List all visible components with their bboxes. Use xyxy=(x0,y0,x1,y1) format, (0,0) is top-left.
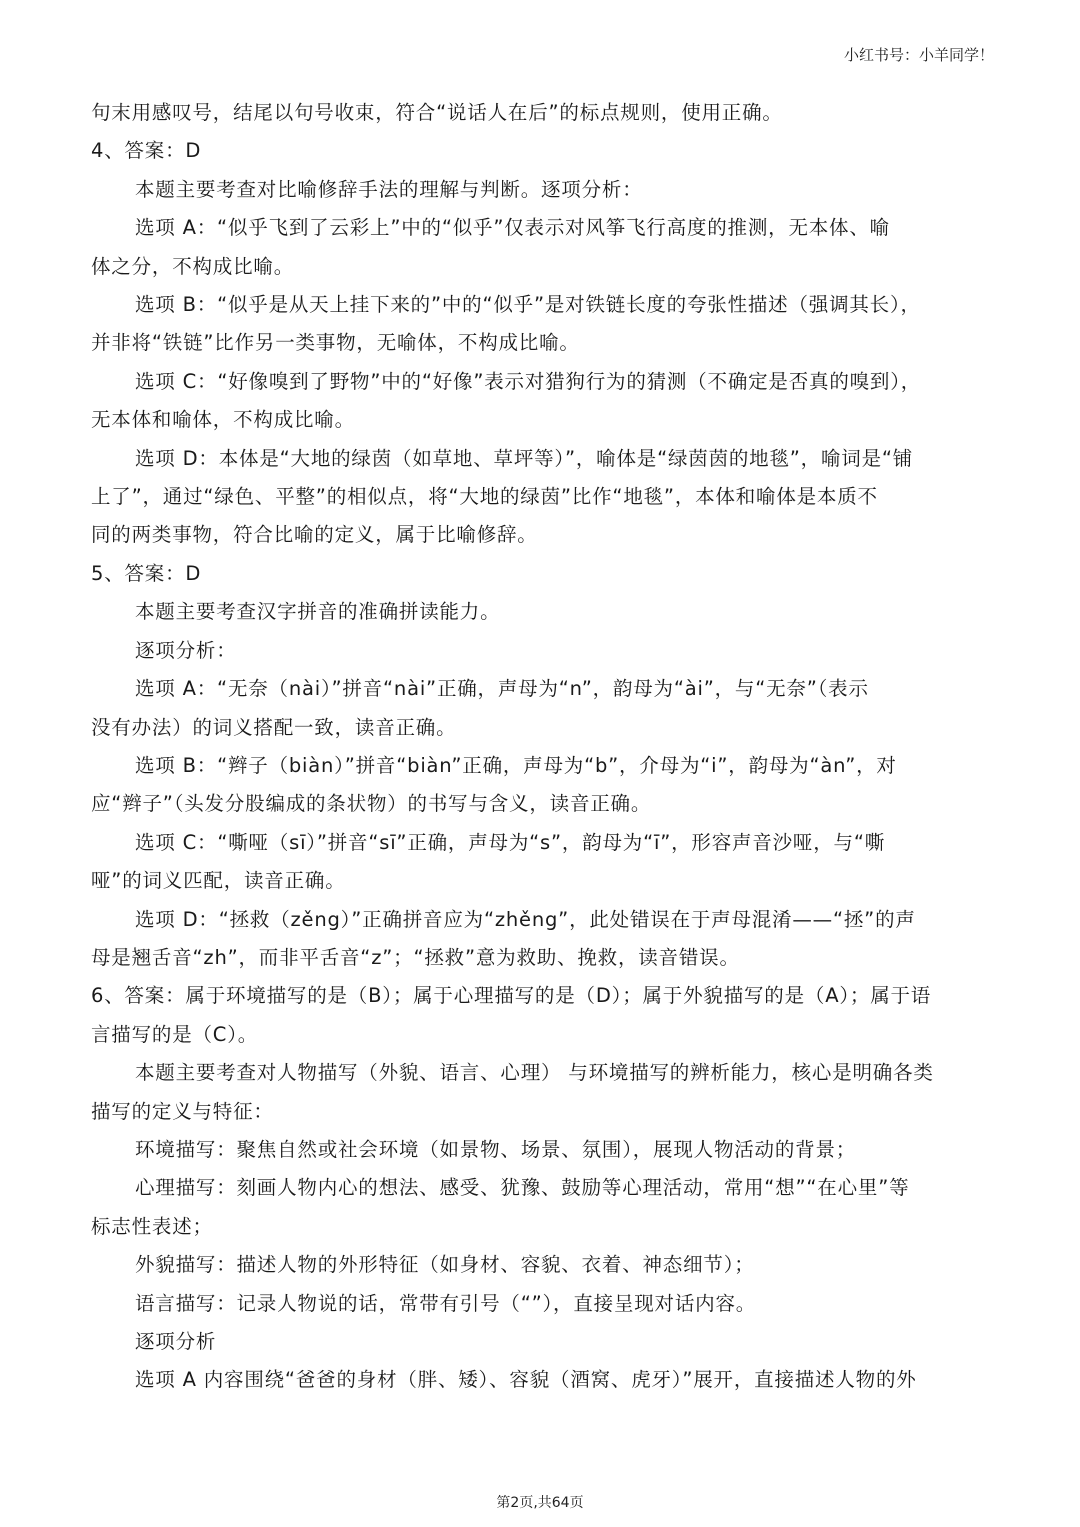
watermark-text: 小红书号：小羊同学！ xyxy=(843,46,994,64)
text-line: 本题主要考查对比喻修辞手法的理解与判断。逐项分析： xyxy=(135,177,643,201)
text-line: 本题主要考查对人物描写（外貌、语言、心理） 与环境描写的辨析能力，核心是明确各类 xyxy=(135,1061,934,1085)
page-number: 第2页,共64页 xyxy=(496,1495,584,1511)
text-line: 句末用感叹号，结尾以句号收束，符合“说话人在后”的标点规则，使用正确。 xyxy=(91,101,783,124)
text-line: 逐项分析 xyxy=(135,1330,217,1353)
text-line: 言描写的是（C）。 xyxy=(91,1022,259,1046)
text-line: 无本体和喻体，不构成比喻。 xyxy=(91,408,355,432)
text-line: 选项 A：“无奈（nài）”拼音“nài”正确，声母为“n”，韵母为“ài”，与“无奈”（表示 xyxy=(135,677,869,701)
text-line: 应“辫子”（头发分股编成的条状物）的书写与含义，读音正确。 xyxy=(91,792,652,816)
text-line: 本题主要考查汉字拼音的准确拼读能力。 xyxy=(135,600,501,624)
text-line: 没有办法）的词义搭配一致，读音正确。 xyxy=(91,715,457,739)
text-line: 哑”的词义匹配，读音正确。 xyxy=(91,869,346,893)
text-line: 体之分，不构成比喻。 xyxy=(91,254,295,278)
text-line: 同的两类事物，符合比喻的定义，属于比喻修辞。 xyxy=(91,523,538,547)
answer-heading-4: 4、答案：D xyxy=(91,139,202,163)
text-line: 选项 B：“似乎是从天上挂下来的”中的“似乎”是对铁链长度的夸张性描述（强调其长）， xyxy=(135,293,921,317)
text-line: 选项 A 内容围绕“爸爸的身材（胖、矮）、容貌（酒窝、虎牙）”展开，直接描述人物的外 xyxy=(135,1368,917,1392)
answer-heading-6: 6、答案：属于环境描写的是（B）；属于心理描写的是（D）；属于外貌描写的是（A）；属于语 xyxy=(91,984,932,1008)
text-line: 选项 C：“嘶哑（sī）”拼音“sī”正确，声母为“s”，韵母为“ī”，形容声音沙哑，与“嘶 xyxy=(135,830,886,854)
text-line: 标志性表述； xyxy=(91,1214,213,1238)
text-line: 母是翘舌音“zh”，而非平舌音“z”；“拯救”意为救助、挽救，读音错误。 xyxy=(91,945,740,969)
text-line: 选项 B：“辫子（biàn）”拼音“biàn”正确，声母为“b”，介母为“i”，韵母为“àn”，对 xyxy=(135,753,897,777)
text-line: 描写的定义与特征： xyxy=(91,1099,274,1123)
text-line: 语言描写：记录人物说的话，常带有引号（“”），直接呈现对话内容。 xyxy=(135,1291,757,1315)
text-line: 上了”，通过“绿色、平整”的相似点，将“大地的绿茵”比作“地毯”，本体和喻体是本质不 xyxy=(91,485,878,509)
text-line: 外貌描写：描述人物的外形特征（如身材、容貌、衣着、神态细节）； xyxy=(135,1253,755,1277)
text-line: 选项 D：本体是“大地的绿茵（如草地、草坪等）”，喻体是“绿茵茵的地毯”，喻词是“铺 xyxy=(135,446,914,470)
text-line: 选项 A：“似乎飞到了云彩上”中的“似乎”仅表示对风筝飞行高度的推测，无本体、喻 xyxy=(135,216,890,240)
text-line: 选项 D：“拯救（zěng）”正确拼音应为“zhěng”，此处错误在于声母混淆——“拯”的声 xyxy=(135,907,916,931)
text-line: 心理描写：刻画人物内心的想法、感受、犹豫、鼓励等心理活动，常用“想”“在心里”等 xyxy=(135,1176,910,1200)
text-line: 并非将“铁链”比作另一类事物，无喻体，不构成比喻。 xyxy=(91,331,580,355)
text-line: 环境描写：聚焦自然或社会环境（如景物、场景、氛围），展现人物活动的背景； xyxy=(135,1137,857,1161)
text-line: 逐项分析： xyxy=(135,638,237,662)
document-body xyxy=(91,94,991,1400)
answer-heading-5: 5、答案：D xyxy=(91,561,202,585)
text-line: 选项 C：“好像嗅到了野物”中的“好像”表示对猎狗行为的猜测（不确定是否真的嗅到）， xyxy=(135,369,922,393)
